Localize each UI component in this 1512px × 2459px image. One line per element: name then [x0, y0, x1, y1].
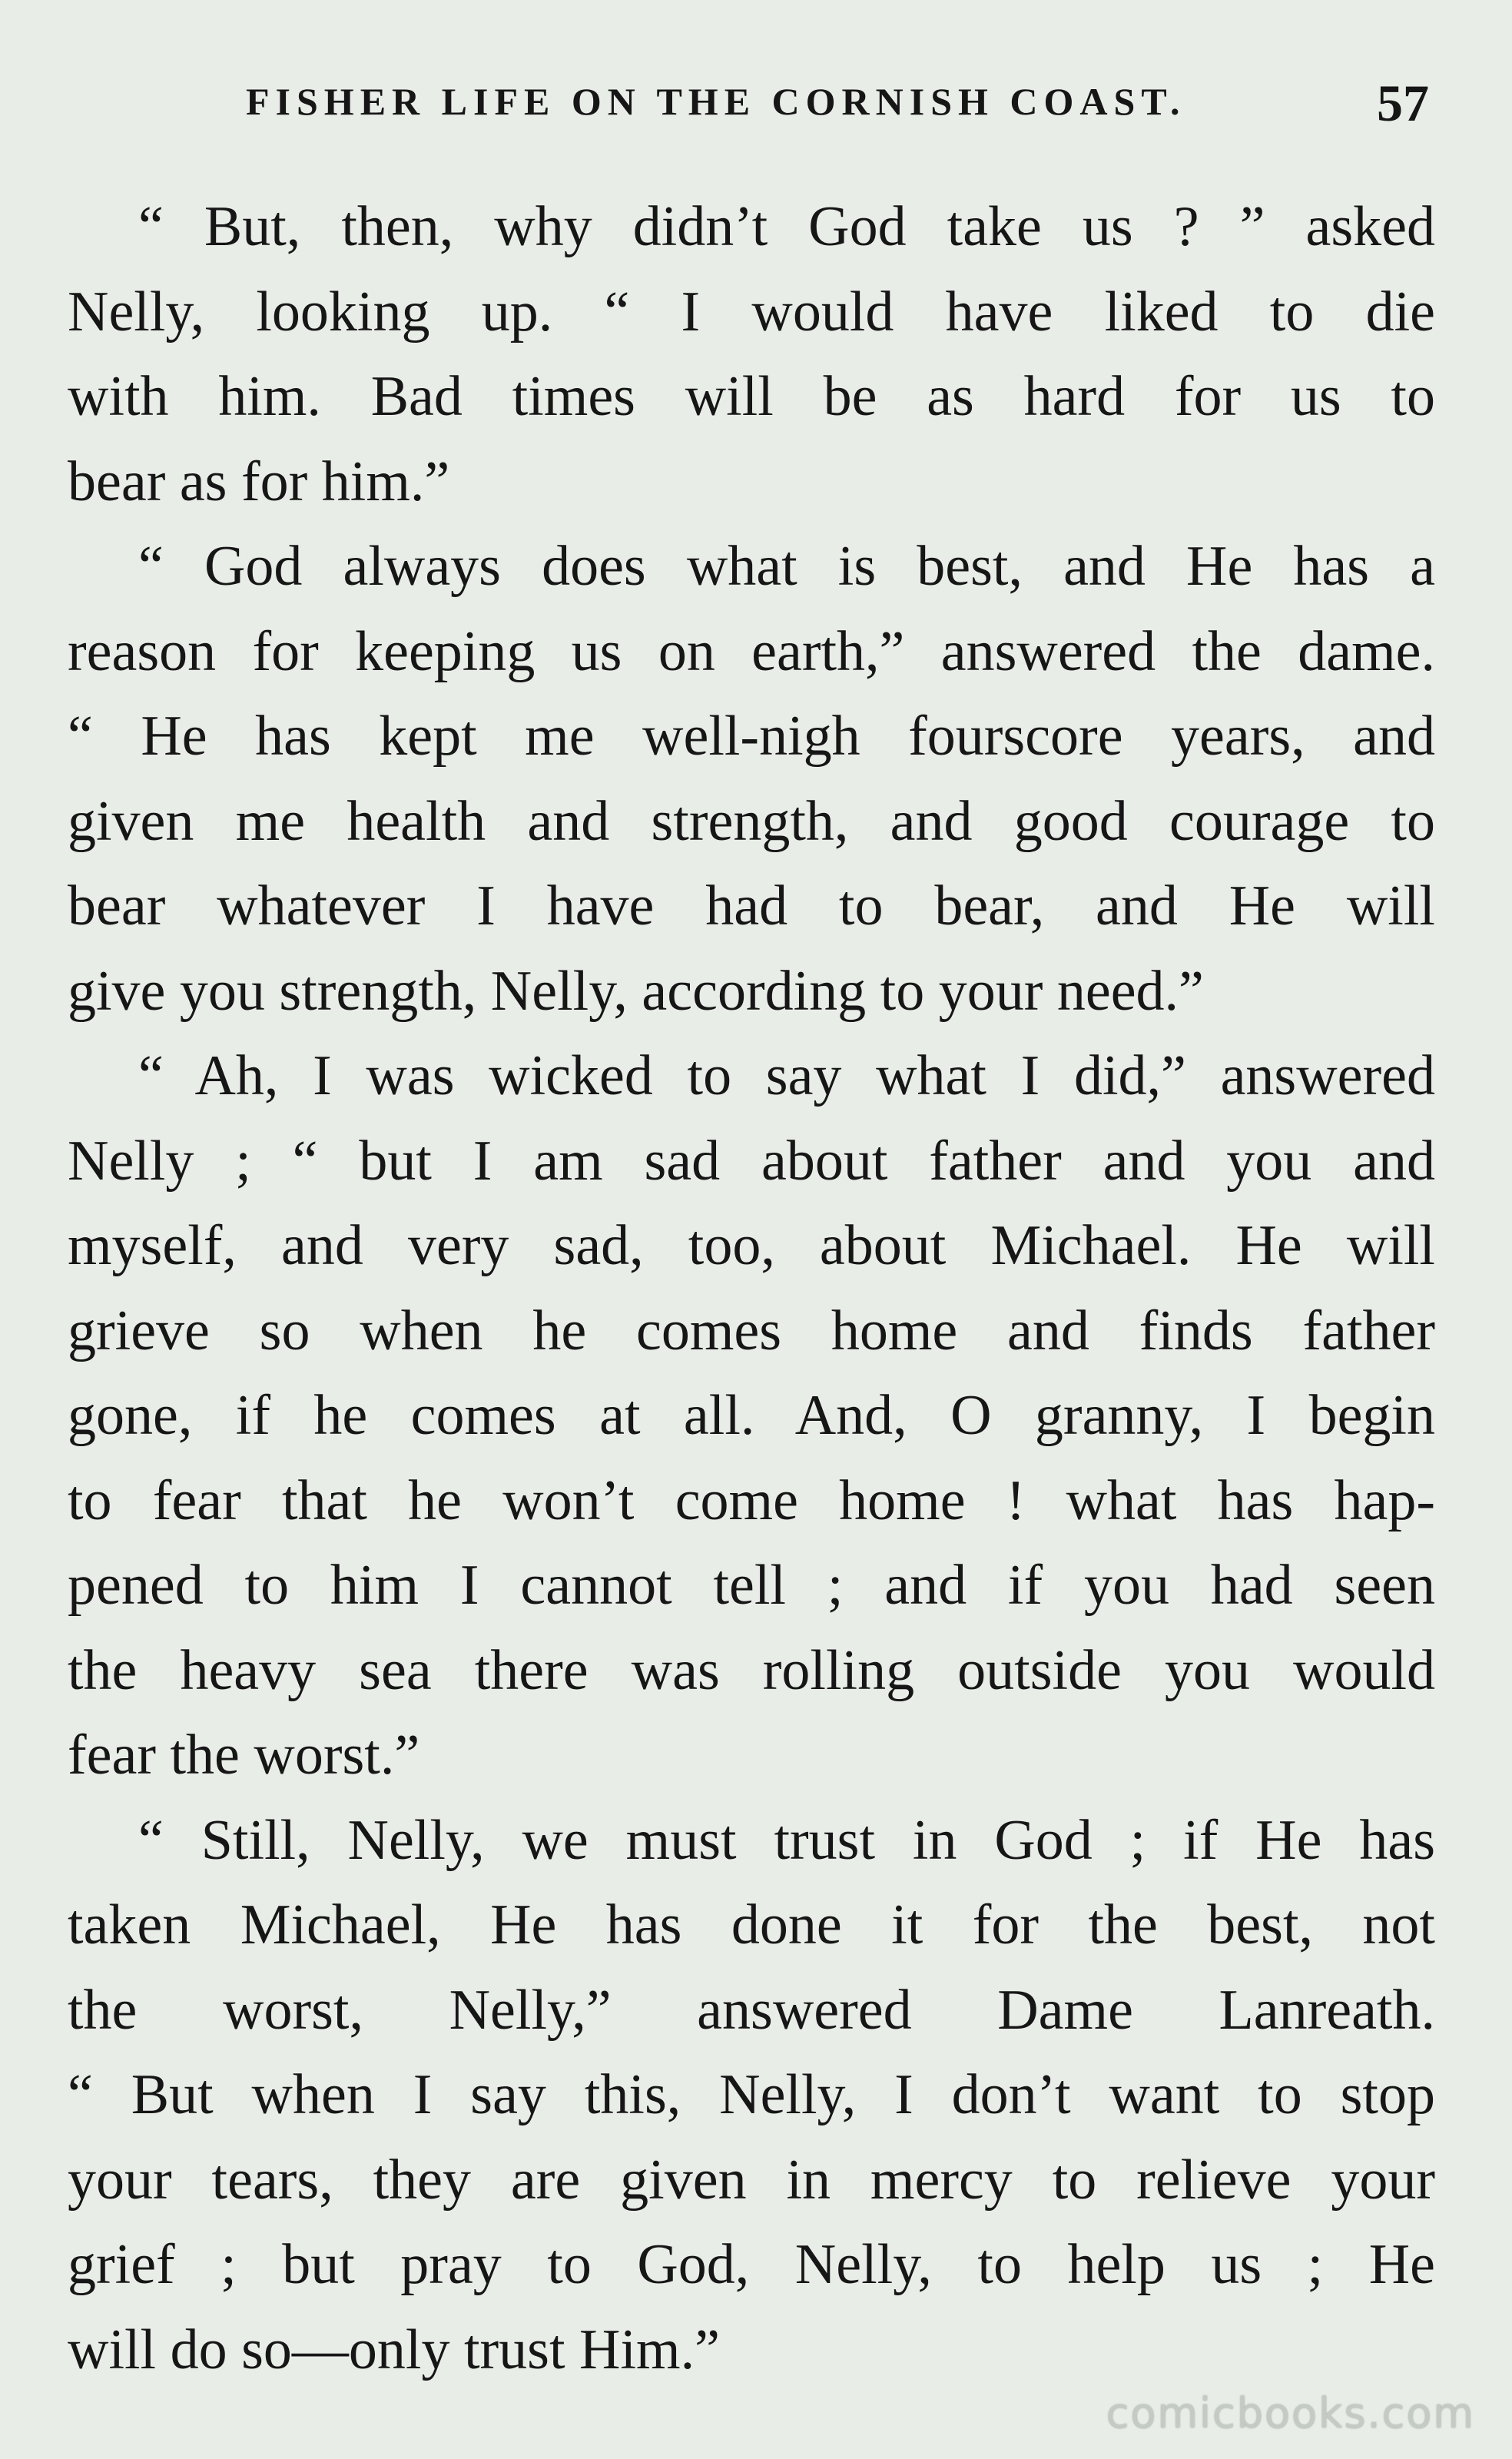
- text-line: grief ; but pray to God, Nelly, to help us ; He: [68, 2233, 1435, 2296]
- text-line: reason for keeping us on earth,” answered the dame.: [68, 619, 1435, 683]
- text-line: bear as for him.”: [68, 450, 450, 513]
- text-line: “ Ah, I was wicked to say what I did,” answered: [138, 1044, 1435, 1107]
- text-line: Nelly, looking up. “ I would have liked to die: [68, 280, 1435, 343]
- text-line: the worst, Nelly,” answered Dame Lanreath.: [68, 1978, 1435, 2042]
- text-line: pened to him I cannot tell ; and if you had seen: [68, 1554, 1435, 1617]
- text-line: “ God always does what is best, and He has a: [138, 535, 1435, 598]
- text-line: your tears, they are given in mercy to relieve your: [68, 2148, 1435, 2212]
- text-line: fear the worst.”: [68, 1724, 420, 1787]
- text-line: “ Still, Nelly, we must trust in God ; if He has: [138, 1808, 1435, 1872]
- body-text: [68, 184, 1435, 2392]
- text-line: Nelly ; “ but I am sad about father and you and: [68, 1129, 1435, 1193]
- text-line: gone, if he comes at all. And, O granny, I begin: [68, 1384, 1435, 1447]
- text-line: to fear that he won’t come home ! what has hap-: [68, 1468, 1435, 1532]
- running-title: FISHER LIFE ON THE CORNISH COAST.: [246, 80, 1186, 123]
- text-line: with him. Bad times will be as hard for us to: [68, 365, 1435, 428]
- text-line: “ But, then, why didn’t God take us ? ” asked: [138, 195, 1435, 258]
- text-line: grieve so when he comes home and finds father: [68, 1299, 1435, 1362]
- text-line: myself, and very sad, too, about Michael. He will: [68, 1214, 1435, 1277]
- text-line: “ But when I say this, Nelly, I don’t want to stop: [68, 2063, 1435, 2126]
- watermark: comicbooks.com: [1106, 2389, 1475, 2437]
- text-line: bear whatever I have had to bear, and He will: [68, 874, 1435, 937]
- text-line: given me health and strength, and good courage to: [68, 789, 1435, 853]
- text-line: taken Michael, He has done it for the best, not: [68, 1893, 1435, 1956]
- running-head: [246, 73, 1429, 134]
- page-number: 57: [1377, 74, 1429, 132]
- text-line: will do so—only trust Him.”: [68, 2318, 720, 2381]
- text-line: the heavy sea there was rolling outside you would: [68, 1638, 1435, 1702]
- text-line: give you strength, Nelly, according to your need.”: [68, 959, 1204, 1023]
- text-line: “ He has kept me well-nigh fourscore years, and: [68, 705, 1435, 768]
